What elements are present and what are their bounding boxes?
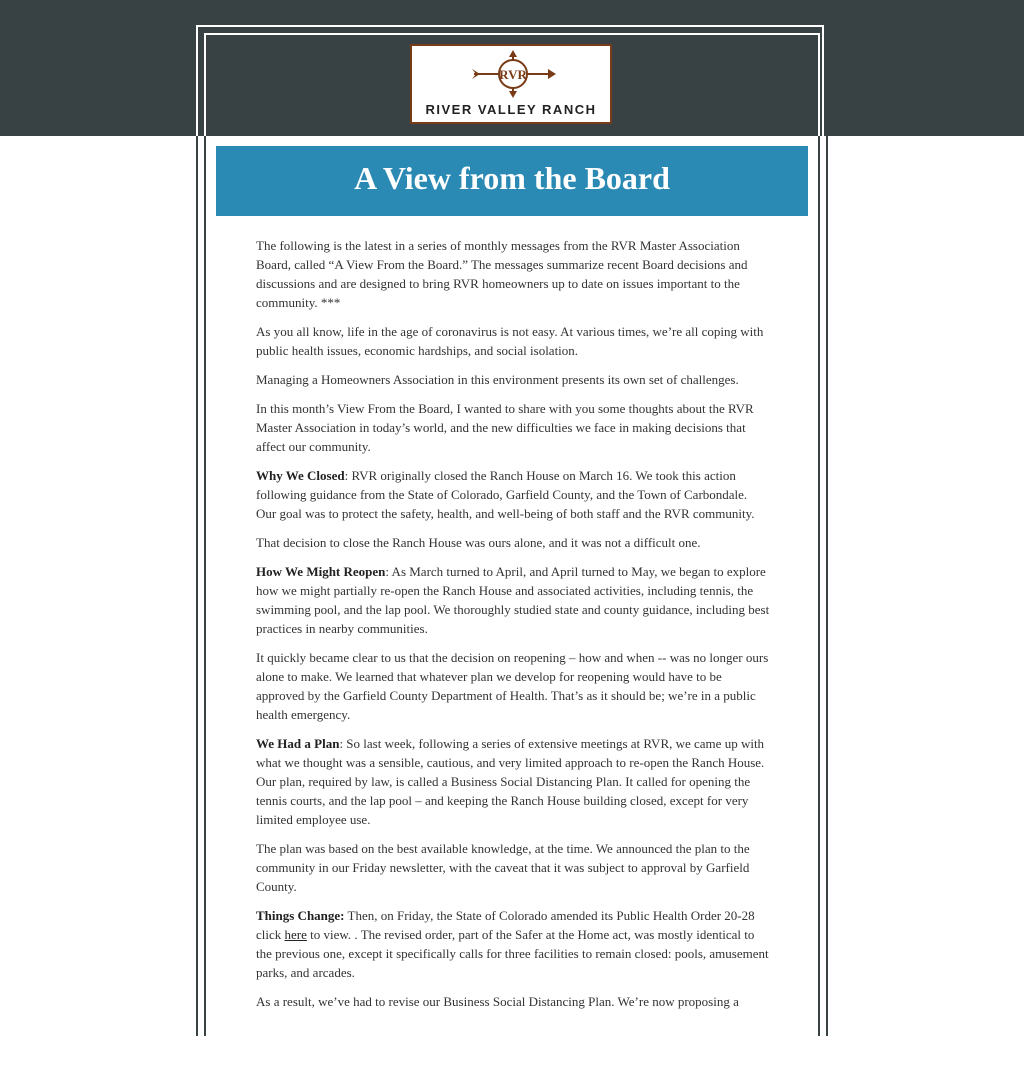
paragraph-revised-plan: As a result, we’ve had to revise our Business Social Distancing Plan. We’re now proposing a (256, 994, 739, 1009)
paragraph-how-we-might-reopen (256, 562, 770, 638)
heading-why-we-closed: Why We Closed (256, 468, 345, 483)
text-things-change-a: Then, on Friday, the State of Colorado amended its Public Health Order 20-28 click (256, 908, 755, 942)
public-health-order-link[interactable]: here (284, 927, 307, 942)
heading-we-had-a-plan: We Had a Plan (256, 736, 340, 751)
river-valley-ranch-logo[interactable] (410, 44, 612, 124)
text-how-we-might-reopen: : As March turned to April, and April turned to May, we began to explore how we might partially re-open the Ranch House and associated activities, including tennis, the swimming pool, and the lap pool. We thoroughly studied state and county guidance, including best practices in nearby communities. (256, 564, 770, 636)
paragraph-challenges: Managing a Homeowners Association in this environment presents its own set of challenges. (256, 372, 739, 387)
title-banner (216, 146, 808, 216)
paragraph-thoughts: In this month’s View From the Board, I wanted to share with you some thoughts about the RVR Master Association in today’s world, and the new difficulties we face in making decisions that affect our community. (256, 401, 754, 454)
heading-things-change: Things Change: (256, 908, 345, 923)
paragraph-reopening-decision: It quickly became clear to us that the decision on reopening – how and when -- was no longer ours alone to make. We learned that whatever plan we develop for reopening would have to be approved by the Garfield County Department of Health. That’s as it should be; we’re in a public health emergency. (256, 650, 769, 722)
logo-name: RIVER VALLEY RANCH (425, 102, 597, 117)
text-why-we-closed: : RVR originally closed the Ranch House on March 16. We took this action following guidance from the State of Colorado, Garfield County, and the Town of Carbondale. Our goal was to protect the safety, health, and well-being of both staff and the RVR community. (256, 468, 755, 521)
page-title: A View from the Board (354, 160, 670, 196)
logo-monogram: RVR (499, 67, 527, 82)
paragraph-coronavirus: As you all know, life in the age of coronavirus is not easy. At various times, we’re all coping with public health issues, economic hardships, and social isolation. (256, 324, 764, 358)
paragraph-things-change (256, 906, 770, 982)
compass-arrow-icon (470, 50, 556, 98)
paragraph-intro: The following is the latest in a series of monthly messages from the RVR Master Association Board, called “A View From the Board.” The messages summarize recent Board decisions and discussions and are designed to bring RVR homeowners up to date on issues important to the community. *** (256, 238, 748, 310)
heading-how-we-might-reopen: How We Might Reopen (256, 564, 386, 579)
text-we-had-a-plan: : So last week, following a series of extensive meetings at RVR, we came up with what we thought was a sensible, cautious, and very limited approach to re-open the Ranch House. Our plan, required by law, is called a Business Social Distancing Plan. It called for opening the tennis courts, and the lap pool – and keeping the Ranch House building closed, except for very limited employee use. (256, 736, 765, 827)
paragraph-plan-announced: The plan was based on the best available knowledge, at the time. We announced the plan to the community in our Friday newsletter, with the caveat that it was subject to approval by Garfield County. (256, 841, 750, 894)
paragraph-we-had-a-plan (256, 734, 770, 829)
paragraph-decision: That decision to close the Ranch House was ours alone, and it was not a difficult one. (256, 535, 701, 550)
article-body (256, 236, 770, 1021)
text-things-change-b: to view. . The revised order, part of the Safer at the Home act, was mostly identical to the previous one, except it specifically calls for three facilities to remain closed: pools, amusement parks, and arcades. (256, 927, 769, 980)
paragraph-why-we-closed (256, 466, 770, 523)
